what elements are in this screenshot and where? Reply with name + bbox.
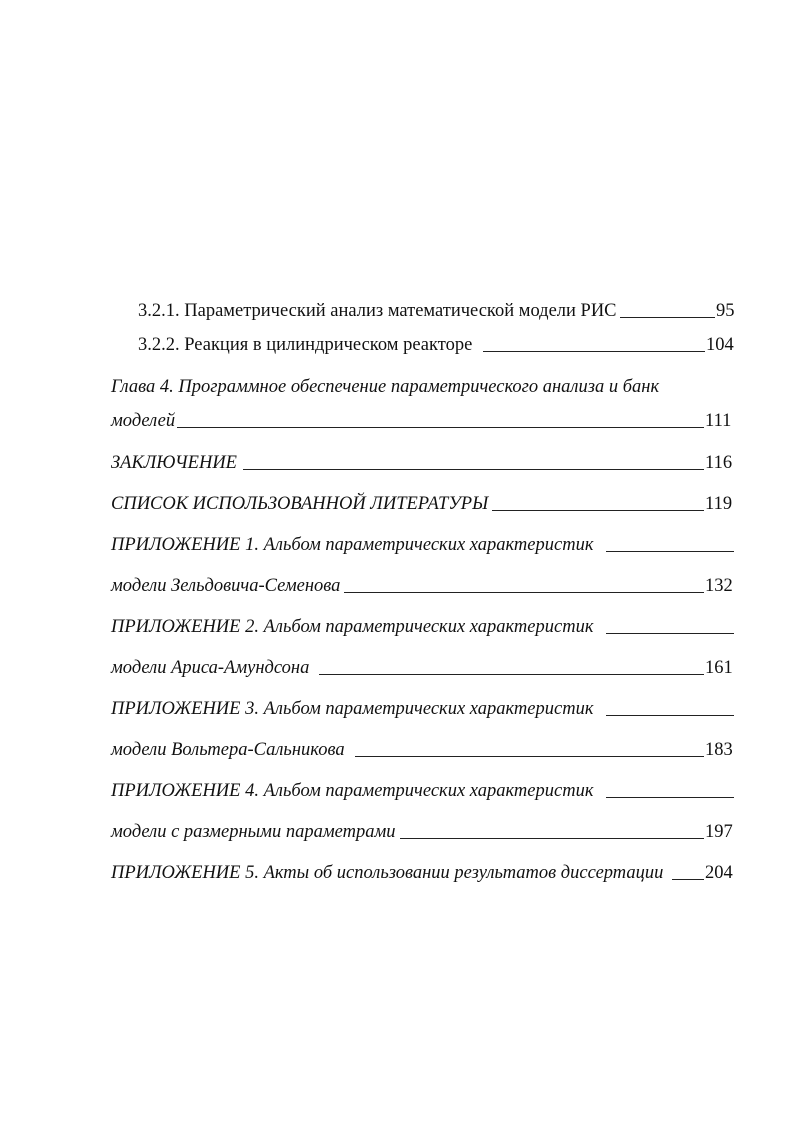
toc-entry-text: моделей [111, 411, 176, 431]
leader-line [483, 351, 705, 352]
leader-line [606, 633, 734, 634]
toc-conclusion [111, 450, 741, 476]
toc-page-number: 132 [705, 576, 733, 596]
toc-entry-text: ПРИЛОЖЕНИЕ 5. Акты об использовании результатов диссертации [111, 863, 664, 883]
leader-line [355, 756, 704, 757]
leader-line [606, 797, 734, 798]
toc-entry-text: Глава 4. Программное обеспечение параметрического анализа и банк [111, 377, 660, 397]
toc-references [111, 491, 741, 517]
leader-line [606, 715, 734, 716]
leader-line [177, 427, 704, 428]
toc-entry-3-2-2 [138, 332, 738, 358]
leader-line [400, 838, 704, 839]
toc-entry-text: модели Зельдовича-Семенова [111, 576, 341, 596]
leader-line [620, 317, 715, 318]
toc-entry-text: СПИСОК ИСПОЛЬЗОВАННОЙ ЛИТЕРАТУРЫ [111, 494, 489, 514]
toc-entry-text: ПРИЛОЖЕНИЕ 1. Альбом параметрических характеристик [111, 535, 594, 555]
leader-line [672, 879, 704, 880]
toc-appendix1-line2 [111, 573, 741, 599]
leader-line [243, 469, 704, 470]
toc-page-number: 104 [706, 335, 734, 355]
toc-entry-text: ПРИЛОЖЕНИЕ 2. Альбом параметрических характеристик [111, 617, 594, 637]
toc-entry-text: модели Ариса-Амундсона [111, 658, 310, 678]
toc-entry-text: ПРИЛОЖЕНИЕ 4. Альбом параметрических характеристик [111, 781, 594, 801]
leader-line [492, 510, 704, 511]
toc-page-number: 197 [705, 822, 733, 842]
toc-appendix5 [111, 860, 741, 886]
toc-appendix1-line1 [111, 532, 741, 558]
toc-page-number: 204 [705, 863, 733, 883]
toc-page-number: 161 [705, 658, 733, 678]
toc-appendix4-line2 [111, 819, 741, 845]
toc-appendix2-line2 [111, 655, 741, 681]
leader-line [606, 551, 734, 552]
toc-entry-text: ПРИЛОЖЕНИЕ 3. Альбом параметрических характеристик [111, 699, 594, 719]
toc-entry-text: модели Вольтера-Сальникова [111, 740, 345, 760]
toc-page-number: 111 [705, 411, 732, 431]
toc-page-number: 95 [716, 301, 735, 321]
toc-appendix3-line2 [111, 737, 741, 763]
toc-page-number: 116 [705, 453, 733, 473]
toc-appendix3-line1 [111, 696, 741, 722]
toc-entry-text: 3.2.2. Реакция в цилиндрическом реакторе [138, 335, 473, 355]
toc-appendix4-line1 [111, 778, 741, 804]
toc-chapter4-line1 [111, 374, 741, 400]
toc-page-number: 119 [705, 494, 733, 514]
toc-page-number: 183 [705, 740, 733, 760]
leader-line [319, 674, 704, 675]
leader-line [344, 592, 704, 593]
toc-entry-text: 3.2.1. Параметрический анализ математической модели РИС [138, 301, 617, 321]
toc-entry-text: модели с размерными параметрами [111, 822, 396, 842]
toc-appendix2-line1 [111, 614, 741, 640]
toc-chapter4-line2 [111, 408, 741, 434]
toc-entry-3-2-1 [138, 298, 738, 324]
toc-entry-text: ЗАКЛЮЧЕНИЕ [111, 453, 237, 473]
